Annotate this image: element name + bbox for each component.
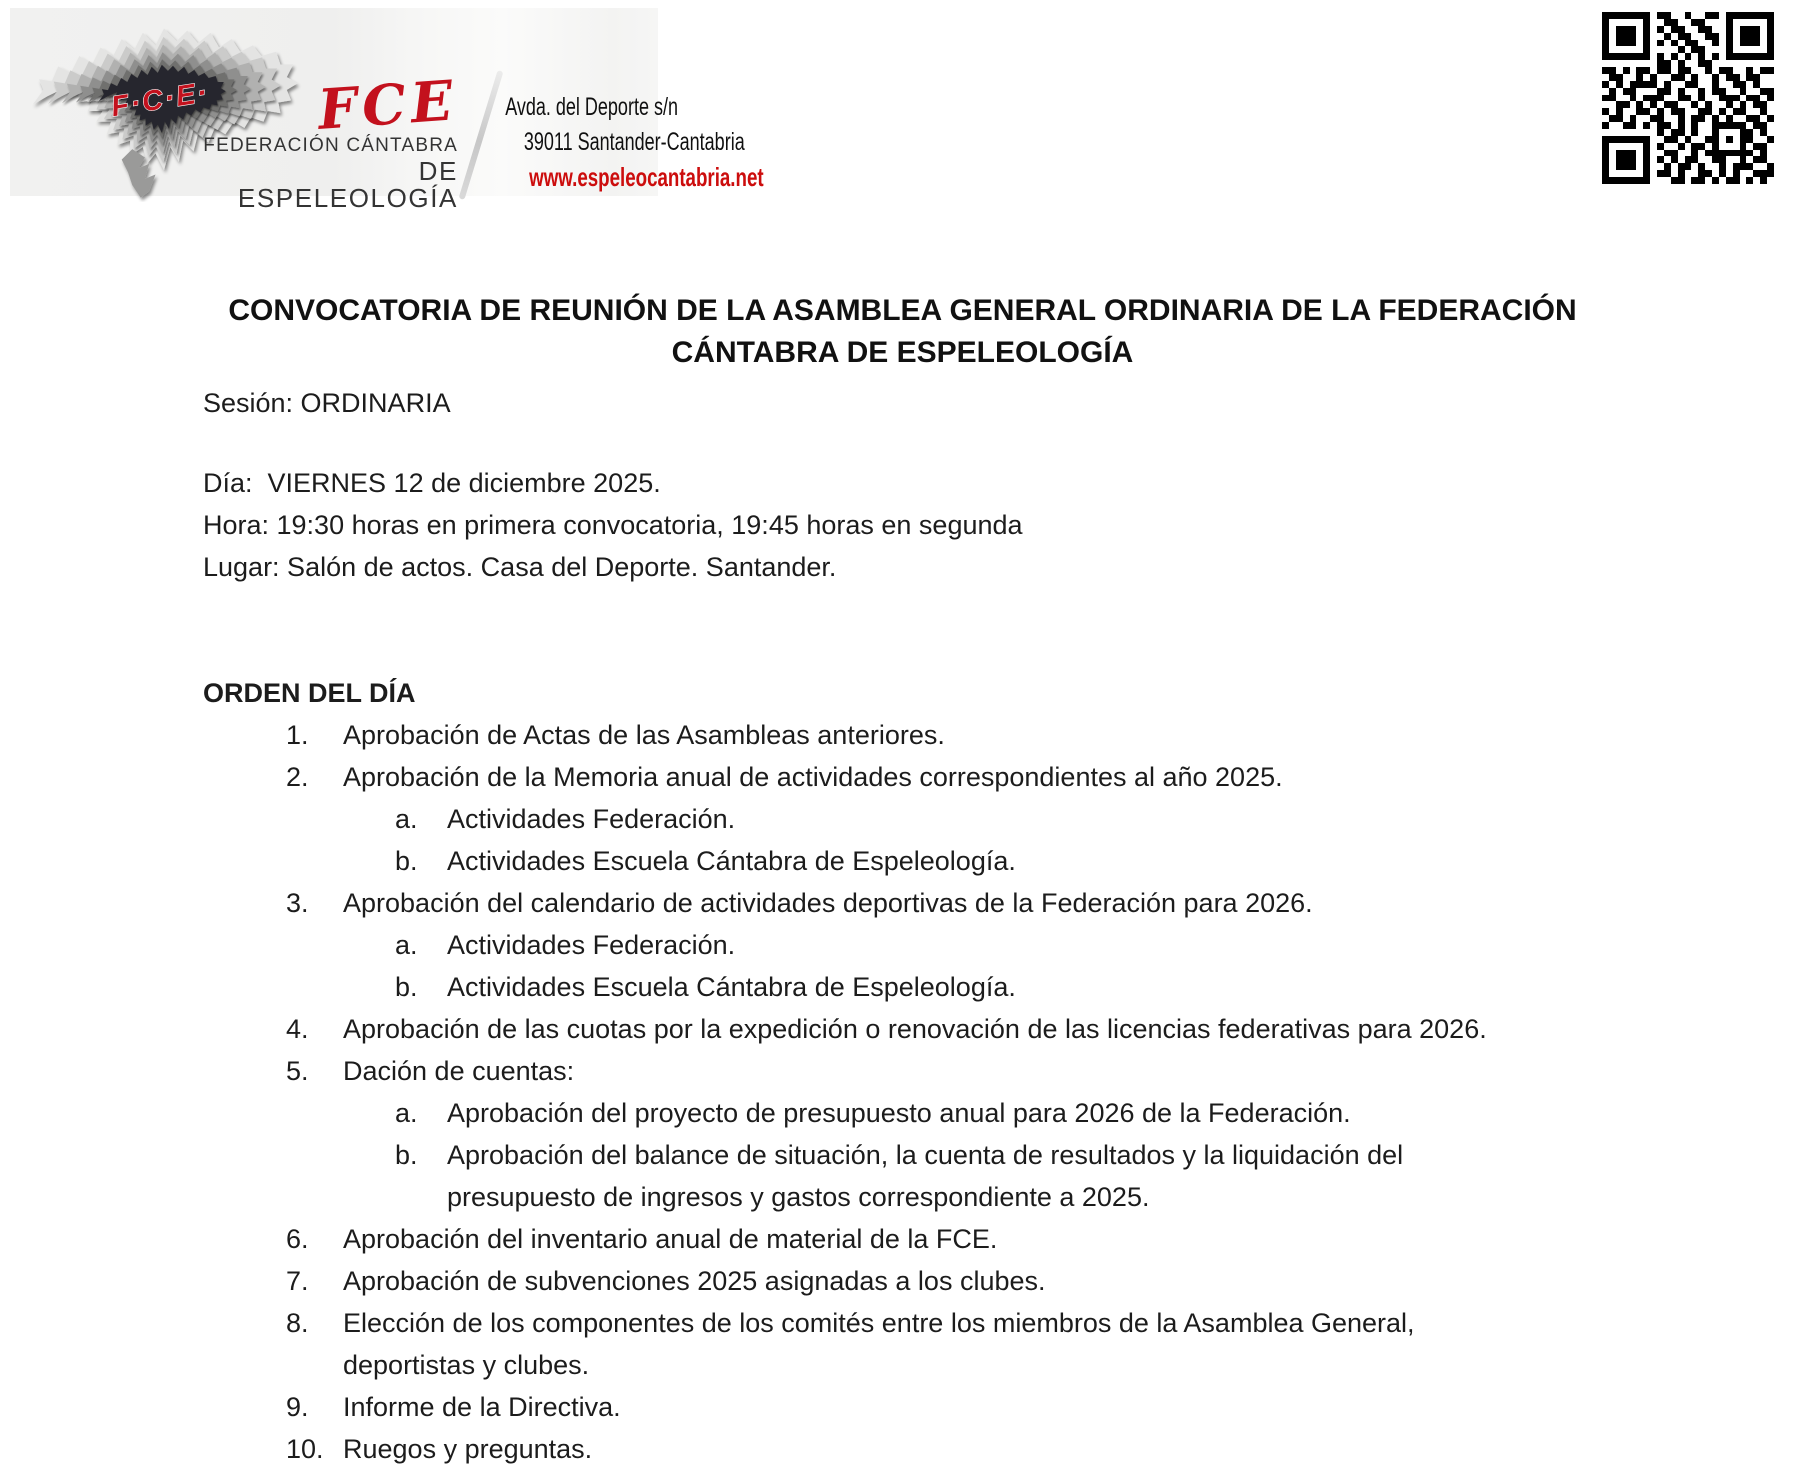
agenda-subitem-line: Actividades Escuela Cántabra de Espeleología. bbox=[447, 972, 1016, 1002]
agenda-item-marker: 10. bbox=[286, 1434, 324, 1464]
address-block bbox=[438, 90, 764, 195]
agenda-item-4 bbox=[203, 1008, 1602, 1050]
agenda-item-line: Elección de los componentes de los comités entre los miembros de la Asamblea General, bbox=[343, 1308, 1415, 1338]
agenda-item-5 bbox=[203, 1050, 1602, 1092]
agenda-item-line: Aprobación de Actas de las Asambleas anteriores. bbox=[343, 720, 945, 750]
federation-name-line2: DE ESPELEOLOGÍA bbox=[237, 156, 458, 213]
doc-title bbox=[203, 290, 1602, 374]
agenda-item-line: Aprobación del inventario anual de material de la FCE. bbox=[343, 1224, 998, 1254]
agenda-subitem-marker: a. bbox=[395, 1098, 418, 1128]
agenda-subitem-text bbox=[447, 966, 1602, 1008]
doc-title-line1: CONVOCATORIA DE REUNIÓN DE LA ASAMBLEA GENERAL ORDINARIA DE LA FEDERACIÓN bbox=[228, 294, 1577, 327]
agenda-subitem-line: presupuesto de ingresos y gastos correspondiente a 2025. bbox=[447, 1182, 1150, 1212]
map-acronym-text: F·C·E· bbox=[108, 76, 212, 124]
agenda-subitem-line: Actividades Federación. bbox=[447, 930, 736, 960]
agenda-subitem-2-b bbox=[203, 840, 1602, 882]
agenda-subitem-line: Actividades Escuela Cántabra de Espeleología. bbox=[447, 846, 1016, 876]
agenda-item-marker: 1. bbox=[286, 720, 309, 750]
agenda-subitem-5-a bbox=[203, 1092, 1602, 1134]
agenda-item-marker: 9. bbox=[286, 1392, 309, 1422]
agenda-subitem-3-b bbox=[203, 966, 1602, 1008]
agenda-item-line: Aprobación de la Memoria anual de actividades correspondientes al año 2025. bbox=[343, 762, 1283, 792]
agenda-item-text bbox=[343, 1302, 1602, 1386]
qr-code bbox=[1602, 12, 1774, 184]
agenda-item-line: Aprobación de las cuotas por la expedición o renovación de las licencias federativas para 2026. bbox=[343, 1014, 1487, 1044]
agenda-item-text bbox=[343, 1008, 1602, 1050]
agenda-item-text bbox=[343, 882, 1602, 924]
agenda-subitem-3-a bbox=[203, 924, 1602, 966]
agenda-item-line: Aprobación de subvenciones 2025 asignadas a los clubes. bbox=[343, 1266, 1046, 1296]
address-line1-text: Avda. del Deporte s/n bbox=[505, 93, 678, 121]
agenda-item-line: Aprobación del calendario de actividades deportivas de la Federación para 2026. bbox=[343, 888, 1313, 918]
agenda-item-text bbox=[343, 1218, 1602, 1260]
address-line2-text: 39011 Santander-Cantabria bbox=[523, 128, 745, 156]
day-line: Día: VIERNES 12 de diciembre 2025. bbox=[203, 468, 661, 498]
address-line2 bbox=[438, 125, 745, 160]
agenda-item-text bbox=[343, 714, 1602, 756]
fce-acronym: FCE bbox=[315, 67, 460, 142]
agenda-subitem-text bbox=[447, 1134, 1602, 1218]
federation-name-line1: FEDERACIÓN CÁNTABRA bbox=[203, 135, 458, 156]
session-line: Sesión: ORDINARIA bbox=[203, 388, 451, 418]
agenda-subitem-text bbox=[447, 798, 1602, 840]
address-line1 bbox=[438, 90, 678, 125]
agenda-subitem-text bbox=[447, 924, 1602, 966]
agenda-subitem-text bbox=[447, 840, 1602, 882]
agenda-subitem-2-a bbox=[203, 798, 1602, 840]
agenda-item-marker: 3. bbox=[286, 888, 309, 918]
agenda-item-line: Dación de cuentas: bbox=[343, 1056, 575, 1086]
agenda-item-line: Ruegos y preguntas. bbox=[343, 1434, 593, 1464]
document-body bbox=[203, 290, 1602, 1470]
agenda-item-1 bbox=[203, 714, 1602, 756]
agenda-subitem-marker: a. bbox=[395, 804, 418, 834]
agenda-item-9 bbox=[203, 1386, 1602, 1428]
doc-title-line2: CÁNTABRA DE ESPELEOLOGÍA bbox=[671, 336, 1134, 369]
agenda-list bbox=[203, 714, 1602, 1470]
agenda-item-6 bbox=[203, 1218, 1602, 1260]
time-line: Hora: 19:30 horas en primera convocatoria, 19:45 horas en segunda bbox=[203, 510, 1023, 540]
agenda-subitem-5-b bbox=[203, 1134, 1602, 1218]
agenda-item-line: deportistas y clubes. bbox=[343, 1350, 590, 1380]
agenda-subitem-marker: a. bbox=[395, 930, 418, 960]
agenda-item-3 bbox=[203, 882, 1602, 924]
agenda-item-marker: 8. bbox=[286, 1308, 309, 1338]
agenda-item-text bbox=[343, 1386, 1602, 1428]
agenda-item-text bbox=[343, 1050, 1602, 1092]
agenda-subitem-line: Aprobación del balance de situación, la cuenta de resultados y la liquidación del bbox=[447, 1140, 1404, 1170]
agenda-item-line: Informe de la Directiva. bbox=[343, 1392, 621, 1422]
agenda-subitem-marker: b. bbox=[395, 846, 418, 876]
agenda-item-8 bbox=[203, 1302, 1602, 1386]
agenda-item-marker: 2. bbox=[286, 762, 309, 792]
letterhead bbox=[10, 8, 764, 213]
agenda-item-marker: 4. bbox=[286, 1014, 309, 1044]
agenda-heading: ORDEN DEL DÍA bbox=[203, 678, 416, 708]
place-line: Lugar: Salón de actos. Casa del Deporte. Santander. bbox=[203, 552, 837, 582]
agenda-subitem-marker: b. bbox=[395, 972, 418, 1002]
agenda-item-marker: 5. bbox=[286, 1056, 309, 1086]
agenda-item-text bbox=[343, 1428, 1602, 1470]
agenda-item-marker: 6. bbox=[286, 1224, 309, 1254]
agenda-subitem-marker: b. bbox=[395, 1140, 418, 1170]
website-url-text: www.espeleocantabria.net bbox=[529, 162, 764, 192]
agenda-item-text bbox=[343, 1260, 1602, 1302]
agenda-subitem-line: Actividades Federación. bbox=[447, 804, 736, 834]
agenda-subitem-line: Aprobación del proyecto de presupuesto anual para 2026 de la Federación. bbox=[447, 1098, 1351, 1128]
agenda-item-marker: 7. bbox=[286, 1266, 309, 1296]
federation-name bbox=[200, 134, 458, 212]
agenda-item-7 bbox=[203, 1260, 1602, 1302]
agenda-subitem-text bbox=[447, 1092, 1602, 1134]
agenda-item-2 bbox=[203, 756, 1602, 798]
agenda-item-10 bbox=[203, 1428, 1602, 1470]
agenda-item-text bbox=[343, 756, 1602, 798]
website-url bbox=[438, 160, 764, 195]
